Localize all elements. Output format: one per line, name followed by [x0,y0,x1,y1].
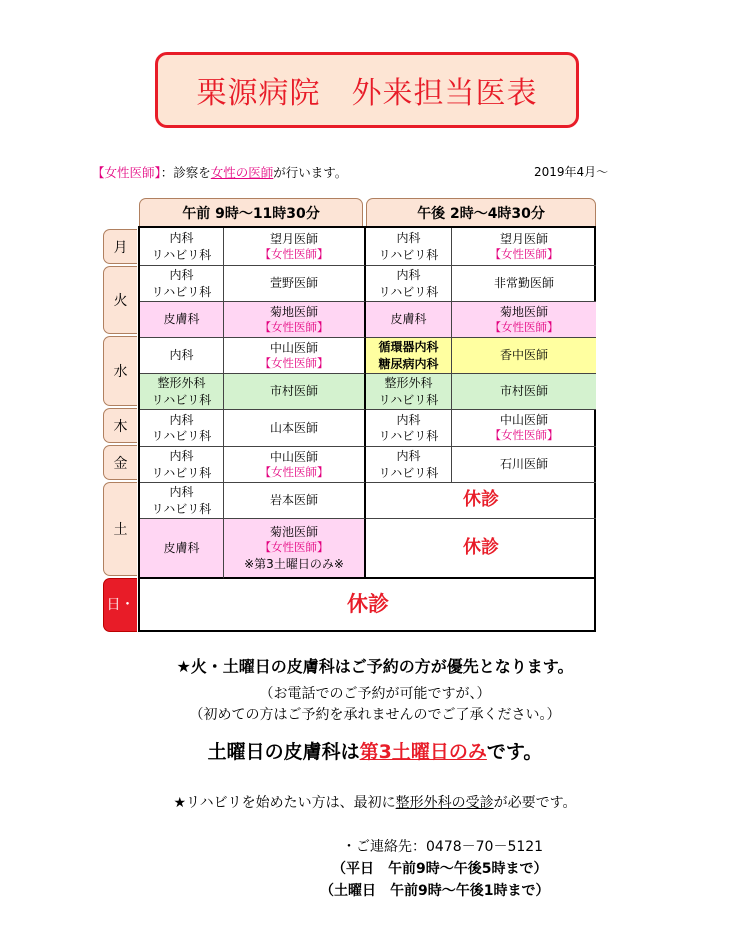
header-am: 午前 9時～11時30分 [139,198,363,226]
table-cell: 内科 [140,338,224,374]
table-cell: 内科 リハビリ科 [366,410,452,447]
footer-line-1: ★火・土曜日の皮膚科はご予約の方が優先となります。 [176,657,574,676]
table-cell: 内科 リハビリ科 [366,228,452,266]
notice-text1: ：診察を [160,165,211,180]
effective-date: 2019年4月～ [534,165,609,179]
table-cell: 整形外科 リハビリ科 [366,374,452,410]
notice-highlight: 女性の医師 [210,165,274,180]
table-cell: 中山医師 【女性医師】 [452,410,596,447]
table-cell: 皮膚科 [140,302,224,338]
table-cell: 望月医師 【女性医師】 [224,228,366,266]
table-cell: 内科 リハビリ科 [140,410,224,447]
table-cell: 香中医師 [452,338,596,374]
table-cell: 内科 リハビリ科 [140,228,224,266]
footer-line-3: （初めての方はご予約を承れませんのでご了承ください。） [189,707,561,723]
table-cell: 内科 リハビリ科 [140,266,224,302]
table-cell: 市村医師 [224,374,366,410]
notice-prefix: 【女性医師】 [92,165,161,180]
schedule-table [138,226,596,632]
hours-weekday: （平日 午前9時～午後5時まで） [332,861,548,877]
table-cell: 非常勤医師 [452,266,596,302]
table-cell: 菊地医師 【女性医師】 [452,302,596,338]
page-title: 栗源病院 外来担当医表 [196,76,538,111]
day-tue: 火 [103,266,137,334]
day-mon: 月 [103,229,137,264]
table-cell: 整形外科 リハビリ科 [140,374,224,410]
hours-saturday: （土曜日 午前9時～午後1時まで） [320,883,550,899]
table-cell: 内科 リハビリ科 [366,266,452,302]
day-sat: 土 [103,482,137,576]
day-sun: 日・ [103,578,137,632]
table-cell: 萱野医師 [224,266,366,302]
sat-pm-closed-1: 休診 [366,483,596,519]
table-cell: 循環器内科 糖尿病内科 [366,338,452,374]
table-cell: 内科 リハビリ科 [140,447,224,483]
table-cell: 内科 リハビリ科 [140,483,224,519]
header-pm: 午後 2時～4時30分 [366,198,596,226]
footer-rehab-note: ★リハビリを始めたい方は、最初に整形外科の受診が必要です。 [173,795,577,811]
sunday-closed: 休診 [347,592,389,617]
table-cell: 望月医師 【女性医師】 [452,228,596,266]
table-cell: 中山医師 【女性医師】 [224,447,366,483]
day-thu: 木 [103,408,137,443]
footer-line-2: （お電話でのご予約が可能ですが、） [259,686,491,702]
day-wed: 水 [103,336,137,406]
table-cell: 石川医師 [452,447,596,483]
table-cell: 皮膚科 [366,302,452,338]
table-cell: 菊池医師 【女性医師】 ※第3土曜日のみ※ [224,519,366,579]
table-cell: 内科 リハビリ科 [366,447,452,483]
table-cell: 山本医師 [224,410,366,447]
sat-pm-closed-2: 休診 [366,519,596,579]
table-cell: 菊地医師 【女性医師】 [224,302,366,338]
female-doctor-notice [92,163,347,181]
table-cell: 皮膚科 [140,519,224,579]
footer-saturday-derm: 土曜日の皮膚科は第3土曜日のみです。 [207,741,543,763]
day-fri: 金 [103,445,137,480]
title-banner [155,52,579,128]
notice-text2: が行います。 [273,165,348,180]
table-cell: 中山医師 【女性医師】 [224,338,366,374]
contact-phone: ・ご連絡先：0478－70－5121 [342,839,544,855]
table-cell: 岩本医師 [224,483,366,519]
table-cell: 市村医師 [452,374,596,410]
